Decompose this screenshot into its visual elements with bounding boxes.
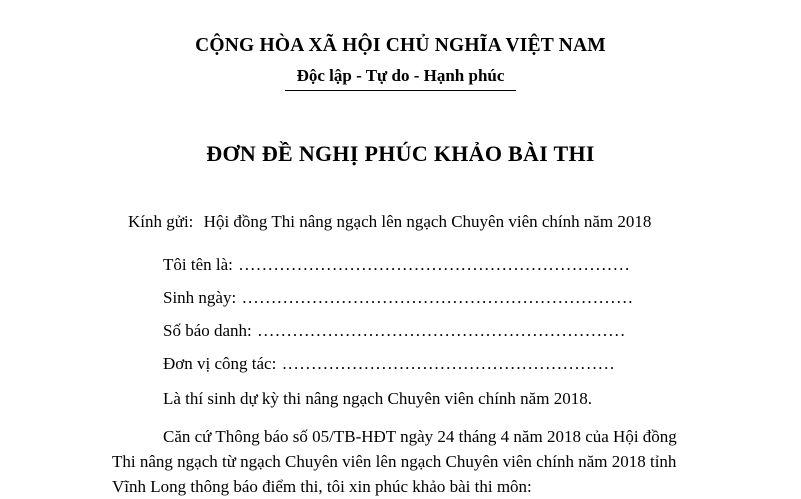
document-header [0, 34, 801, 91]
motto-wrapper [285, 66, 516, 90]
motto-underline [285, 90, 516, 91]
field-row [163, 353, 801, 374]
field-input-birthdate[interactable]: ................................................................... [242, 287, 635, 307]
basis-paragraph-line-3: Vĩnh Long thông báo điểm thi, tôi xin phúc khảo bài thi môn: [112, 476, 532, 496]
basis-paragraph-line-2: Thi nâng ngạch từ ngạch Chuyên viên lên ngạch Chuyên viên chính năm 2018 tỉnh [112, 452, 677, 471]
basis-paragraph-line-1: Căn cứ Thông báo số 05/TB-HĐT ngày 24 tháng 4 năm 2018 của Hội đồng [163, 427, 677, 447]
statement-paragraph: Là thí sinh dự kỳ thi nâng ngạch Chuyên viên chính năm 2018. [163, 388, 592, 408]
recipient-line [0, 211, 801, 234]
field-input-candidate-number[interactable]: ............................................................... [257, 321, 627, 341]
motto-text: Độc lập - Tự do - Hạnh phúc [296, 66, 505, 86]
field-label-name: Tôi tên là: [163, 254, 233, 274]
document-page [0, 34, 801, 496]
recipient-value: Hội đồng Thi nâng ngạch lên ngạch Chuyên viên chính năm 2018 [203, 211, 652, 231]
field-input-name[interactable]: ................................................................... [238, 254, 631, 274]
field-input-workplace[interactable]: ......................................................... [282, 354, 616, 374]
field-row [163, 287, 801, 308]
field-label-birthdate: Sinh ngày: [163, 287, 237, 307]
field-row [163, 254, 801, 275]
field-row [163, 320, 801, 341]
page-title: ĐƠN ĐỀ NGHỊ PHÚC KHẢO BÀI THI [206, 140, 595, 166]
national-title: CỘNG HÒA XÃ HỘI CHỦ NGHĨA VIỆT NAM [195, 35, 606, 56]
recipient-label: Kính gửi: [128, 211, 194, 231]
form-fields [0, 254, 801, 375]
field-label-workplace: Đơn vị công tác: [163, 354, 277, 374]
field-label-candidate-number: Số báo danh: [163, 321, 252, 341]
